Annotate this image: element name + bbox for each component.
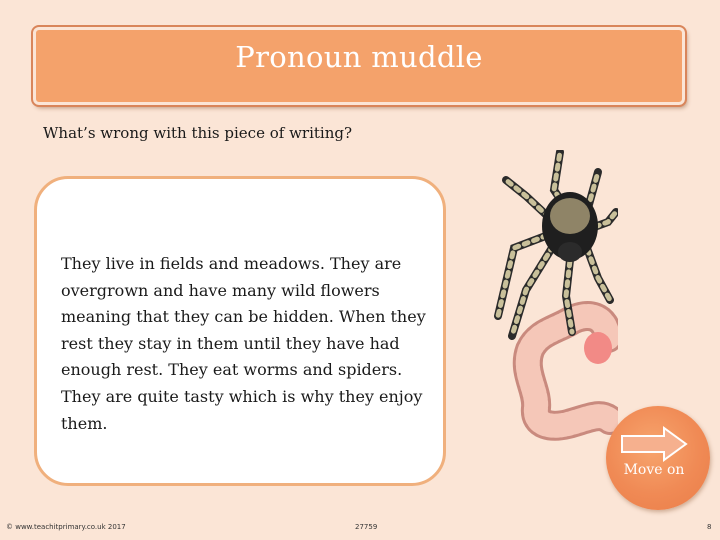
title-banner <box>33 27 685 105</box>
footer-page-number: 8 <box>707 523 712 531</box>
footer-resource-id: 27759 <box>355 523 378 531</box>
passage-text: They live in fields and meadows. They are overgrown and have many wild flowers meaning that they can be hidden. When they rest they stay in them until they have had enough rest. They eat worms and spiders. They are quite tasty which is why they enjoy them. <box>61 254 426 433</box>
creature-illustration <box>468 150 618 480</box>
slide-title: Pronoun muddle <box>235 40 483 74</box>
question-text: What’s wrong with this piece of writing? <box>43 124 353 142</box>
move-on-label: Move on <box>623 462 685 478</box>
footer-copyright: © www.teachitprimary.co.uk 2017 <box>6 523 126 531</box>
move-on-button[interactable] <box>606 406 710 510</box>
passage-card <box>34 176 446 486</box>
arrow-right-icon <box>620 426 690 462</box>
